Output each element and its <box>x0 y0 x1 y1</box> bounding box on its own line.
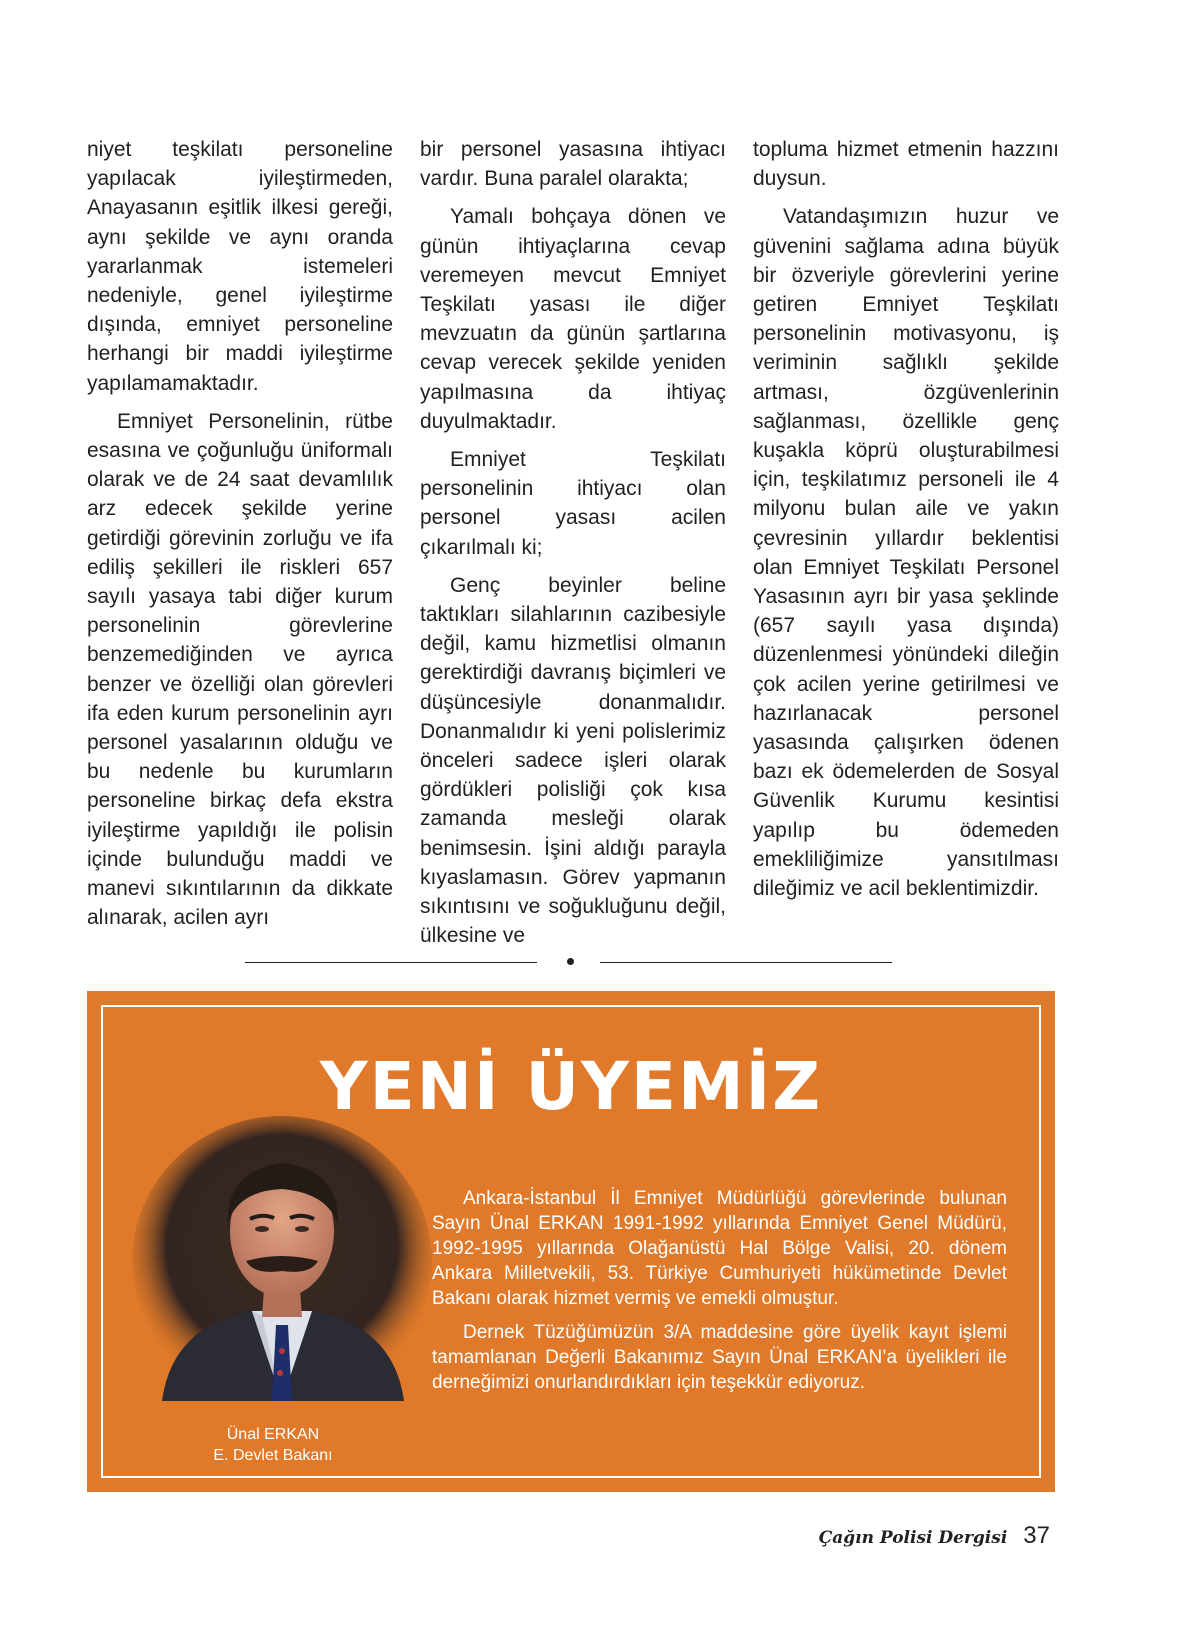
paragraph: Emniyet Personelinin, rütbe esasına ve çoğunluğu üniformalı olarak ve de 24 saat devamlılık arz edecek şekilde yerine getirdiği görevinin zorluğu ve ifa ediliş şekilleri ile riskleri 657 sayılı yasaya tabi diğer kurum personelinin görevlerine benzemediğinden ve ayrıca benzer ve özelliği olan görevleri ifa eden kurum personelinin ayrı personel yasalarının olduğu ve bu nedenle bu kurumların personeline birkaç defa ekstra iyileştirme yapıldığı ile polisin içinde bulunduğu maddi ve manevi sıkıntılarının da dikkate alınarak, acilen ayrı <box>87 409 393 930</box>
paragraph: topluma hizmet etmenin hazzını duysun. <box>753 138 1059 191</box>
paragraph: Genç beyinler beline taktıkları silahlarının cazibesiyle değil, kamu hizmetlisi olmanın gerektirdiği davranış biçimleri ve düşüncesiyle donanmalıdır. Donanmalıdır ki yeni polislerimiz önceleri sadece işleri olarak gördükleri polisliği çok kısa zamanda mesleği olarak benimsesin. İşini aldığı parayla kıyaslamasın. Görev yapmanın sıkıntısını ve soğukluğunu değil, ülkesine ve <box>420 573 726 948</box>
caption-role: E. Devlet Bakanı <box>213 1447 333 1464</box>
new-member-title: YENİ ÜYEMİZ <box>319 1048 823 1125</box>
paragraph: Yamalı bohçaya dönen ve günün ihtiyaçlarına cevap veremeyen mevcut Emniyet Teşkilatı yasası ile diğer mevzuatın da günün şartlarına cevap verecek şekilde yeniden yapılmasına da ihtiyaç duyulmaktadır. <box>420 205 726 433</box>
caption-name: Ünal ERKAN <box>226 1426 320 1443</box>
paragraph: Vatandaşımızın huzur ve güvenini sağlama adına büyük bir özveriyle görevlerini yerine getiren Emniyet Teşkilatı personelinin motivasyonu, iş veriminin sağlıklı şekilde artması, özgüvenlerinin sağlanması, özellikle genç kuşakla köprü oluşturabilmesi için, teşkilatımız personeli ile 4 milyonu bulan aile ve yakın çevresinin yıllardır beklentisi olan Emniyet Teşkilatı Personel Yasasının ayrı bir yasa şeklinde (657 sayılı yasa dışında) düzenlenmesi yönündeki dileğin çok acilen yerine getirilmesi ve hazırlanacak personel yasasında çalışırken ödenen bazı ek ödemelerden de Sosyal Güvenlik Kurumu kesintisi yapılıp bu ödemeden emekliliğimize yansıtılması dileğimiz ve acil beklentimizdir. <box>753 205 1059 901</box>
article-column-3 <box>753 135 1059 912</box>
paragraph: bir personel yasasına ihtiyacı vardır. Buna paralel olarakta; <box>420 138 726 191</box>
paragraph: Emniyet Teşkilatı personelinin ihtiyacı olan personel yasası acilen çıkarılmalı ki; <box>420 448 726 559</box>
separator-line-left <box>245 962 537 963</box>
bio-paragraph: Dernek Tüzüğümüzün 3/A maddesine göre üyelik kayıt işlemi tamamlanan Değerli Bakanımız Sayın Ünal ERKAN’a üyelikleri ile derneğimizi onurlandırdıkları için teşekkür ediyoruz. <box>432 1322 1007 1393</box>
paragraph: niyet teşkilatı personeline yapılacak iyileştirmeden, Anayasanın eşitlik ilkesi gereği, aynı şekilde ve aynı oranda yararlanmak istemeleri nedeniyle, genel iyileştirme dışında, emniyet personeline herhangi bir maddi iyileştirme yapılamamaktadır. <box>87 138 393 395</box>
magazine-name: Çağın Polisi Dergisi <box>818 1528 1008 1548</box>
bio-paragraph: Ankara-İstanbul İl Emniyet Müdürlüğü görevlerinde bulunan Sayın Ünal ERKAN 1991-1992 yıllarında Emniyet Genel Müdürü, 1992-1995 yıllarında Olağanüstü Hal Bölge Valisi, 20. dönem Ankara Milletvekili, 53. Türkiye Cumhuriyeti hükümetinde Devlet Bakanı olarak hizmet vermiş ve emekli olmuştur. <box>432 1188 1007 1309</box>
page-number: 37 <box>1023 1522 1050 1549</box>
article-column-1 <box>87 135 393 941</box>
member-portrait <box>132 1111 432 1401</box>
member-bio <box>432 1186 1007 1404</box>
new-member-box <box>87 991 1055 1492</box>
separator-dot <box>567 958 574 965</box>
separator-line-right <box>600 962 892 963</box>
portrait-caption <box>173 1424 373 1466</box>
page-footer <box>819 1522 1050 1550</box>
article-column-2 <box>420 135 726 959</box>
